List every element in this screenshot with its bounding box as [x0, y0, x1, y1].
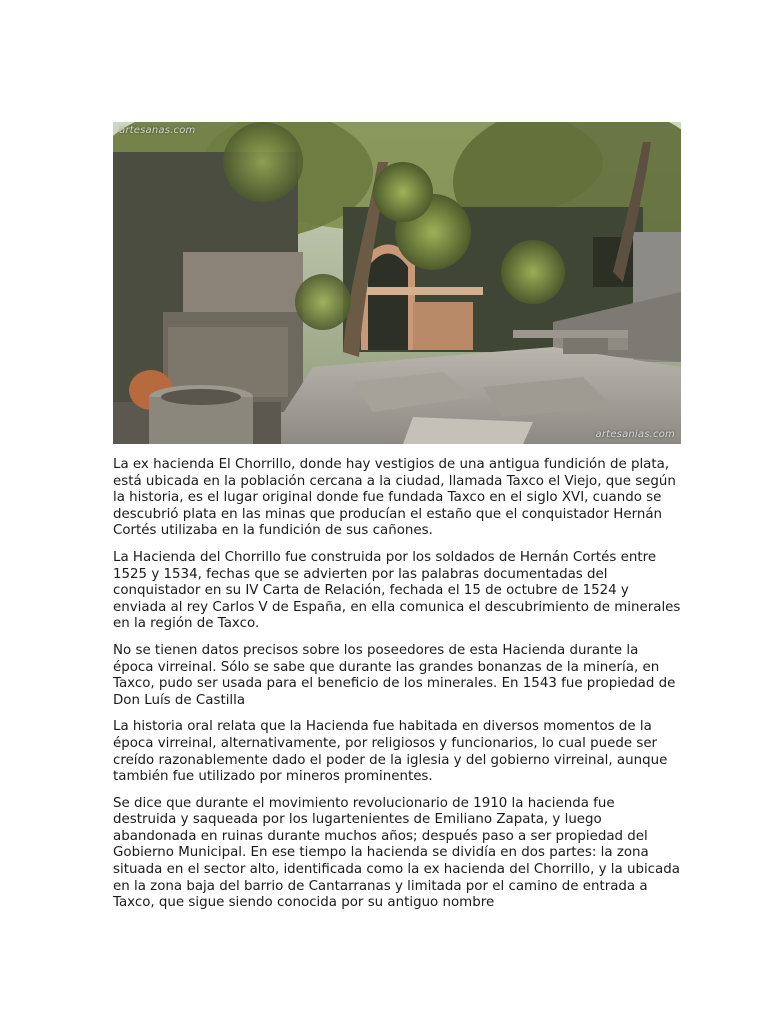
- watermark-top: artesanas.com: [119, 125, 196, 136]
- document-page: [113, 122, 681, 922]
- paragraph-5: Se dice que durante el movimiento revolucionario de 1910 la hacienda fue destruida y saqueada por los lugartenientes de Emiliano Zapata, y luego abandonada en ruinas durante muchos años; después paso a ser propiedad del Gobierno Municipal. En ese tiempo la hacienda se dividía en dos partes: la zona situada en el sector alto, identificada como la ex hacienda del Chorrillo, y la ubicada en la zona baja del barrio de Cantarranas y limitada por el camino de entrada a Taxco, que sigue siendo conocida por su antiguo nombre: [113, 795, 680, 911]
- paragraph-3: No se tienen datos precisos sobre los poseedores de esta Hacienda durante la época virreinal. Sólo se sabe que durante las grandes bonanzas de la minería, en Taxco, pudo ser usada para el beneficio de los minerales. En 1543 fue propiedad de Don Luís de Castilla: [113, 642, 676, 708]
- watermark-bottom: artesanias.com: [595, 429, 675, 440]
- hacienda-photo: [113, 122, 681, 444]
- courtyard-illustration: [113, 122, 681, 444]
- paragraph-1: La ex hacienda El Chorrillo, donde hay vestigios de una antigua fundición de plata, está ubicada en la población cercana a la ciudad, llamada Taxco el Viejo, que según la historia, es el lugar original donde fue fundada Taxco en el siglo XVI, cuando se descubrió plata en las minas que producían el estaño que el conquistador Hernán Cortés utilizaba en la fundición de sus cañones.: [113, 457, 676, 539]
- paragraph-4: La historia oral relata que la Hacienda fue habitada en diversos momentos de la época virreinal, alternativamente, por religiosos y funcionarios, lo cual puede ser creído razonablemente dado el poder de la iglesia y del gobierno virreinal, aunque también fue utilizado por mineros prominentes.: [113, 719, 668, 785]
- article-body: [113, 457, 681, 912]
- paragraph-2: La Hacienda del Chorrillo fue construida por los soldados de Hernán Cortés entre 1525 y 1534, fechas que se advierten por las palabras documentadas del conquistador en su IV Carta de Relación, fechada el 15 de octubre de 1524 y enviada al rey Carlos V de España, en ella comunica el descubrimiento de minerales en la región de Taxco.: [113, 549, 681, 632]
